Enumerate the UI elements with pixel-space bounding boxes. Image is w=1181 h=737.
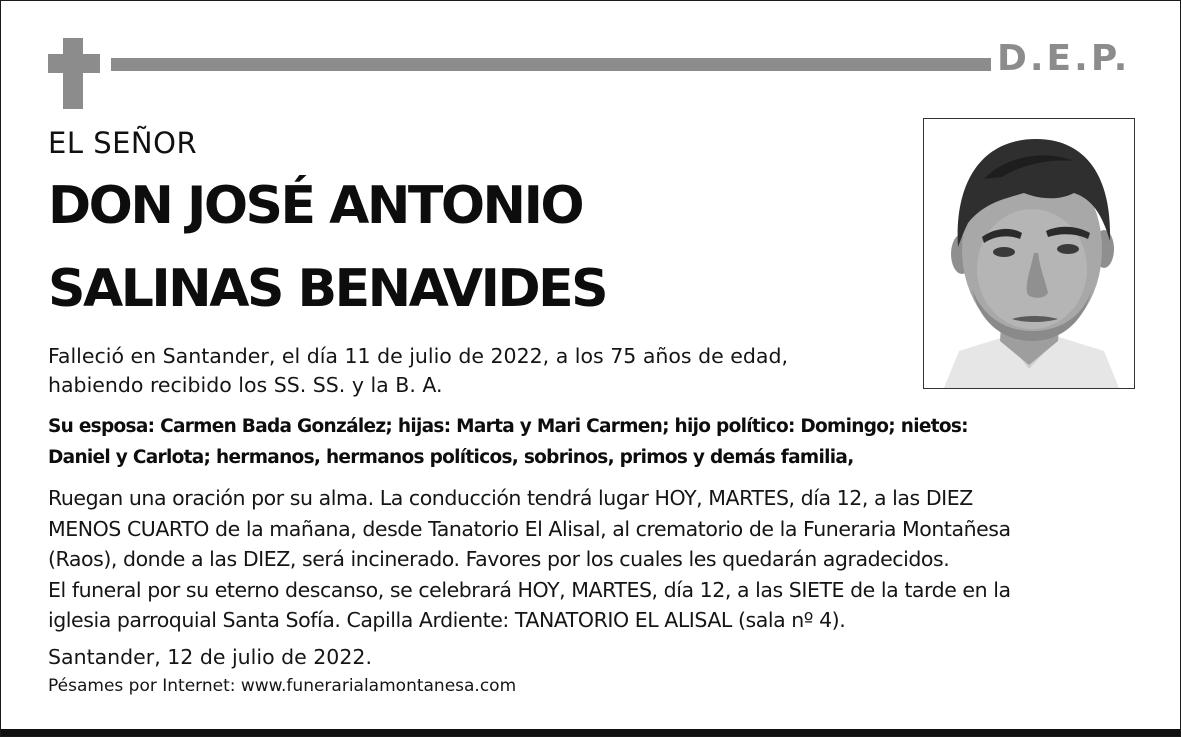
service-line-5: iglesia parroquial Santa Sofía. Capilla Ardiente: TANATORIO EL ALISAL (sala nº 4). bbox=[48, 608, 846, 632]
family-list-line-1: Su esposa: Carmen Bada González; hijas: Marta y Mari Carmen; hijo político: Domingo; nietos: bbox=[48, 416, 968, 437]
service-line-3: (Raos), donde a las DIEZ, será incinerado. Favores por los cuales les quedarán agradecidos. bbox=[48, 547, 950, 571]
header-rule bbox=[111, 58, 991, 71]
deceased-name-line-2: SALINAS BENAVIDES bbox=[48, 259, 607, 319]
bottom-rule bbox=[1, 729, 1180, 736]
service-details bbox=[48, 483, 1138, 636]
condolences-link-text: Pésames por Internet: www.funerarialamontanesa.com bbox=[48, 676, 517, 696]
death-notice-line-1: Falleció en Santander, el día 11 de julio de 2022, a los 75 años de edad, bbox=[48, 344, 788, 368]
place-date bbox=[48, 641, 1138, 673]
deceased-prefix: EL SEÑOR bbox=[48, 126, 198, 160]
service-line-2: MENOS CUARTO de la mañana, desde Tanatorio El Alisal, al crematorio de la Funeraria Montañesa bbox=[48, 516, 1011, 541]
cross-icon-vertical-bar bbox=[63, 38, 83, 109]
condolences-footer bbox=[48, 674, 1138, 698]
dep-label: D.E.P. bbox=[997, 38, 1131, 79]
death-notice-line-2: habiendo recibido los SS. SS. y la B. A. bbox=[48, 373, 443, 397]
deceased-name-line-1: DON JOSÉ ANTONIO bbox=[48, 176, 583, 236]
service-line-4: El funeral por su eterno descanso, se celebrará HOY, MARTES, día 12, a las SIETE de la tarde en la bbox=[48, 577, 1011, 602]
family-list-line-2: Daniel y Carlota; hermanos, hermanos políticos, sobrinos, primos y demás familia, bbox=[48, 447, 854, 468]
cross-icon-horizontal-bar bbox=[48, 54, 100, 73]
death-notice bbox=[48, 342, 1138, 400]
place-date-text: Santander, 12 de julio de 2022. bbox=[48, 645, 372, 669]
service-line-1: Ruegan una oración por su alma. La conducción tendrá lugar HOY, MARTES, día 12, a las DIEZ bbox=[48, 486, 973, 510]
family-list bbox=[48, 411, 1138, 473]
